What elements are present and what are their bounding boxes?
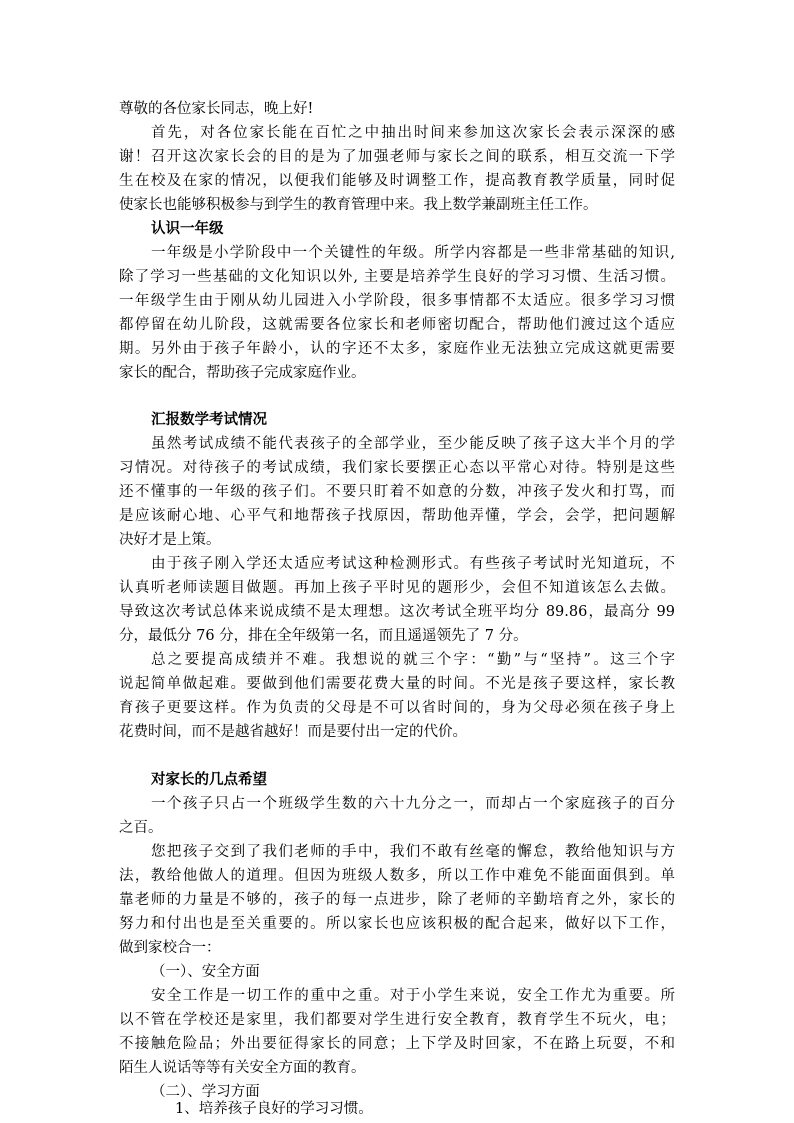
paragraph-line: 一年级是小学阶段中一个关键性的年级。所学内容都是一些非常基础的知识, bbox=[151, 245, 675, 261]
paragraph-line: 使家长也能够积极参与到学生的教育管理中来。我上数学兼副班主任工作。 bbox=[119, 197, 598, 213]
paragraph-line: 做到家校合一： bbox=[119, 940, 221, 956]
paragraph-line: 一年级学生由于刚从幼儿园进入小学阶段，很多事情都不太适应。很多学习习惯 bbox=[119, 293, 675, 309]
paragraph-line: 以不管在学校还是家里，我们都要对学生进行安全教育，教育学生不玩火，电； bbox=[119, 1012, 675, 1028]
paragraph-line: 虽然考试成绩不能代表孩子的全部学业，至少能反映了孩子这大半个月的学 bbox=[151, 436, 675, 452]
paragraph-line: 您把孩子交到了我们老师的手中，我们不敢有丝毫的懈怠，教给他知识与方 bbox=[151, 844, 675, 860]
paragraph-line: 陌生人说话等等有关安全方面的教育。 bbox=[119, 1060, 366, 1076]
paragraph-line: 家长的配合，帮助孩子完成家庭作业。 bbox=[119, 365, 366, 381]
paragraph-line: 说起简单做起难。要做到他们需要花费大量的时间。不光是孩子要这样，家长教 bbox=[119, 676, 675, 692]
paragraph-line: 首先，对各位家长能在百忙之中抽出时间来参加这次家长会表示深深的感 bbox=[151, 125, 675, 141]
subsection-heading: （二）、学习方面 bbox=[151, 1084, 260, 1100]
paragraph-line: 期。另外由于孩子年龄小，认的字还不太多，家庭作业无法独立完成这就更需要 bbox=[119, 341, 675, 357]
paragraph-line: 一个孩子只占一个班级学生数的六十九分之一，而却占一个家庭孩子的百分 bbox=[151, 796, 675, 812]
paragraph-line: 导致这次考试总体来说成绩不是太理想。这次考试全班平均分 89.86，最高分 99 bbox=[119, 604, 675, 620]
paragraph-line: 分，最低分 76 分，排在全年级第一名，而且遥遥领先了 7 分。 bbox=[119, 628, 528, 644]
paragraph-line: 花费时间，而不是越省越好！而是要付出一定的代价。 bbox=[119, 724, 467, 740]
paragraph-line: 安全工作是一切工作的重中之重。对于小学生来说，安全工作尤为重要。所 bbox=[151, 988, 675, 1004]
paragraph-line: 都停留在幼儿阶段，这就需要各位家长和老师密切配合，帮助他们渡过这个适应 bbox=[119, 317, 675, 333]
paragraph-line: 还不懂事的一年级的孩子们。不要只盯着不如意的分数，冲孩子发火和打骂，而 bbox=[119, 484, 675, 500]
section-heading: 汇报数学考试情况 bbox=[151, 411, 267, 428]
paragraph-line: 谢！召开这次家长会的目的是为了加强老师与家长之间的联系，相互交流一下学 bbox=[119, 149, 675, 165]
paragraph-line: 靠老师的力量是不够的，孩子的每一点进步，除了老师的辛勤培育之外，家长的 bbox=[119, 892, 675, 908]
paragraph-line: 努力和付出也是至关重要的。所以家长也应该积极的配合起来，做好以下工作， bbox=[119, 916, 675, 932]
paragraph-line: 是应该耐心地、心平气和地帮孩子找原因，帮助他弄懂，学会，会学，把问题解 bbox=[119, 508, 675, 524]
subsection-heading: （一）、安全方面 bbox=[151, 964, 260, 980]
paragraph-line: 由于孩子刚入学还太适应考试这种检测形式。有些孩子考试时光知道玩，不 bbox=[151, 556, 675, 572]
paragraph-line: 法，教给他做人的道理。但因为班级人数多，所以工作中难免不能面面俱到。单 bbox=[119, 868, 675, 884]
paragraph-line: 不接触危险品；外出要征得家长的同意；上下学及时回家，不在路上玩耍，不和 bbox=[119, 1036, 675, 1052]
section-heading: 认识一年级 bbox=[151, 220, 224, 237]
paragraph-line: 决好才是上策。 bbox=[119, 532, 221, 548]
greeting: 尊敬的各位家长同志，晚上好! bbox=[119, 101, 314, 117]
section-heading: 对家长的几点希望 bbox=[151, 771, 267, 788]
paragraph-line: 生在校及在家的情况，以便我们能够及时调整工作，提高教育教学质量，同时促 bbox=[119, 173, 675, 189]
paragraph-line: 之百。 bbox=[119, 820, 163, 836]
paragraph-line: 总之要提高成绩并不难。我想说的就三个字：“勤”与“坚持”。这三个字 bbox=[151, 652, 675, 668]
paragraph-line: 认真听老师读题目做题。再加上孩子平时见的题形少，会但不知道该怎么去做。 bbox=[119, 580, 675, 596]
paragraph-line: 习情况。对待孩子的考试成绩，我们家长要摆正心态以平常心对待。特别是这些 bbox=[119, 460, 675, 476]
paragraph-line: 育孩子更要这样。作为负责的父母是不可以省时间的，身为父母必须在孩子身上 bbox=[119, 700, 675, 716]
list-item: 1、培养孩子良好的学习习惯。 bbox=[175, 1101, 373, 1117]
paragraph-line: 除了学习一些基础的文化知识以外, 主要是培养学生良好的学习习惯、生活习惯。 bbox=[119, 269, 675, 285]
